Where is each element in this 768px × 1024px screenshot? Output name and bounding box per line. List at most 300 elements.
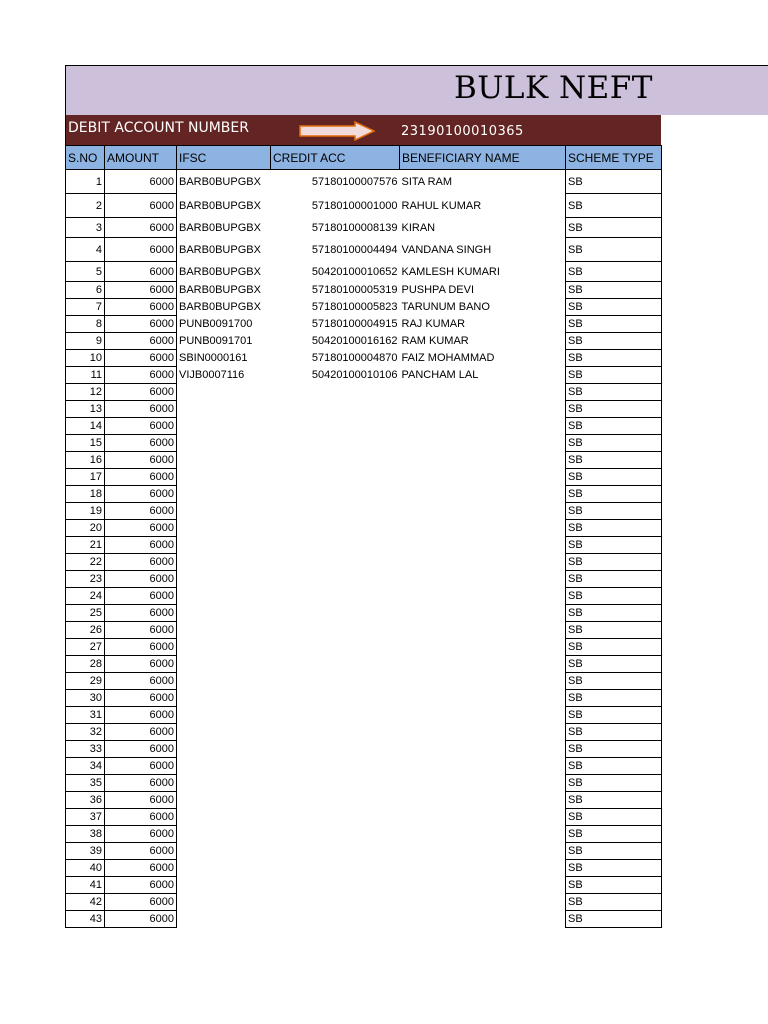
cell-beneficiary-name [400,486,566,503]
cell-credit-acc [271,486,400,503]
cell-sno: 4 [66,238,105,262]
cell-amount: 6000 [105,758,177,775]
cell-beneficiary-name: RAHUL KUMAR [401,199,482,212]
cell-beneficiary-name [400,588,566,605]
cell-ifsc: BARB0BUPGBX [179,175,261,188]
cell-amount: 6000 [105,299,177,316]
cell-amount: 6000 [105,792,177,809]
cell-scheme-type: SB [566,622,662,639]
table-row [66,316,662,333]
cell-amount: 6000 [105,826,177,843]
table-row [66,262,662,282]
table-row [66,282,662,299]
cell-amount: 6000 [105,639,177,656]
table-row [66,238,662,262]
cell-sno: 25 [66,605,105,622]
cell-amount: 6000 [105,282,177,299]
cell-credit-acc: 57180100004915 [311,318,398,330]
cell-scheme-type: SB [566,707,662,724]
cell-credit-acc [271,401,400,418]
cell-credit-acc [271,724,400,741]
table-row [66,170,662,194]
cell-ifsc [177,588,271,605]
cell-scheme-type: SB [566,218,662,238]
cell-amount: 6000 [105,690,177,707]
cell-amount: 6000 [105,724,177,741]
cell-amount: 6000 [105,170,177,194]
cell-beneficiary-name [400,554,566,571]
cell-ifsc [177,673,271,690]
table-row [66,418,662,435]
cell-beneficiary-name [400,707,566,724]
table-row [66,911,662,928]
table-row [66,486,662,503]
cell-scheme-type: SB [566,588,662,605]
cell-credit-acc [271,639,400,656]
cell-amount: 6000 [105,503,177,520]
column-header-scheme-type: SCHEME TYPE [566,146,662,170]
cell-ifsc: VIJB0007116 [179,369,245,381]
cell-sno: 1 [66,170,105,194]
cell-ifsc [177,843,271,860]
cell-ifsc [177,418,271,435]
table-row [66,554,662,571]
cell-amount: 6000 [105,316,177,333]
cell-amount: 6000 [105,262,177,282]
cell-ifsc [177,520,271,537]
cell-sno: 35 [66,775,105,792]
cell-credit-acc [271,911,400,928]
cell-scheme-type: SB [566,894,662,911]
table-row [66,350,662,367]
cell-ifsc: PUNB0091701 [179,335,253,347]
cell-scheme-type: SB [566,911,662,928]
table-row [66,333,662,350]
cell-credit-acc: 57180100005319 [311,284,398,296]
cell-credit-acc: 57180100004870 [311,352,398,364]
cell-scheme-type: SB [566,758,662,775]
cell-sno: 30 [66,690,105,707]
table-row [66,741,662,758]
cell-beneficiary-name [400,520,566,537]
cell-scheme-type: SB [566,690,662,707]
cell-beneficiary-name [400,809,566,826]
cell-amount: 6000 [105,809,177,826]
cell-credit-acc [271,843,400,860]
cell-scheme-type: SB [566,367,662,384]
cell-beneficiary-name [400,792,566,809]
table-row [66,537,662,554]
cell-beneficiary-name [400,758,566,775]
cell-amount: 6000 [105,894,177,911]
cell-beneficiary-name [400,452,566,469]
table-row [66,656,662,673]
cell-sno: 10 [66,350,105,367]
cell-credit-acc [271,809,400,826]
cell-sno: 43 [66,911,105,928]
table-row [66,367,662,384]
cell-credit-acc: 50420100016162 [311,335,398,347]
cell-beneficiary-name: SITA RAM [401,175,453,188]
cell-sno: 39 [66,843,105,860]
cell-credit-acc [271,741,400,758]
cell-beneficiary-name [400,911,566,928]
cell-ifsc: BARB0BUPGBX [179,199,261,212]
cell-ifsc: BARB0BUPGBX [179,284,261,296]
cell-amount: 6000 [105,452,177,469]
table-row [66,520,662,537]
cell-amount: 6000 [105,194,177,218]
cell-ifsc [177,860,271,877]
cell-credit-acc [271,418,400,435]
cell-ifsc: PUNB0091700 [179,318,253,330]
cell-beneficiary-name [400,537,566,554]
cell-beneficiary-name: PUSHPA DEVI [401,284,475,296]
cell-beneficiary-name [400,741,566,758]
table-row [66,435,662,452]
cell-credit-acc: 57180100005823 [311,301,398,313]
cell-amount: 6000 [105,486,177,503]
cell-sno: 36 [66,792,105,809]
neft-table [65,145,662,928]
table-row [66,673,662,690]
cell-beneficiary-name [400,418,566,435]
cell-credit-acc [271,792,400,809]
table-row [66,452,662,469]
cell-beneficiary-name [400,877,566,894]
cell-amount: 6000 [105,418,177,435]
cell-ifsc [177,809,271,826]
cell-ifsc [177,503,271,520]
cell-beneficiary-name [400,843,566,860]
cell-credit-acc [271,775,400,792]
cell-ifsc [177,571,271,588]
cell-ifsc [177,877,271,894]
cell-amount: 6000 [105,218,177,238]
table-row [66,194,662,218]
cell-credit-acc [271,503,400,520]
table-row [66,894,662,911]
cell-credit-acc [271,673,400,690]
cell-ifsc [177,758,271,775]
table-row [66,792,662,809]
cell-sno: 31 [66,707,105,724]
cell-beneficiary-name: FAIZ MOHAMMAD [401,352,495,364]
table-row [66,775,662,792]
cell-credit-acc [271,826,400,843]
cell-beneficiary-name [400,775,566,792]
cell-sno: 18 [66,486,105,503]
table-row [66,218,662,238]
cell-sno: 32 [66,724,105,741]
cell-credit-acc [271,622,400,639]
cell-credit-acc: 57180100007576 [311,175,398,188]
cell-sno: 29 [66,673,105,690]
cell-credit-acc [271,758,400,775]
cell-amount: 6000 [105,843,177,860]
cell-beneficiary-name [400,826,566,843]
debit-account-label: DEBIT ACCOUNT NUMBER [68,120,249,136]
cell-sno: 21 [66,537,105,554]
cell-ifsc [177,384,271,401]
cell-credit-acc [271,469,400,486]
cell-credit-acc [271,520,400,537]
cell-scheme-type: SB [566,384,662,401]
table-row [66,401,662,418]
table-row [66,724,662,741]
cell-sno: 14 [66,418,105,435]
cell-amount: 6000 [105,333,177,350]
cell-scheme-type: SB [566,520,662,537]
cell-sno: 41 [66,877,105,894]
cell-ifsc [177,452,271,469]
cell-beneficiary-name [400,384,566,401]
cell-beneficiary-name [400,690,566,707]
cell-scheme-type: SB [566,194,662,218]
cell-sno: 24 [66,588,105,605]
cell-amount: 6000 [105,911,177,928]
cell-scheme-type: SB [566,262,662,282]
cell-amount: 6000 [105,435,177,452]
cell-credit-acc [271,877,400,894]
cell-scheme-type: SB [566,741,662,758]
column-header-beneficiary-name: BENEFICIARY NAME [400,146,566,170]
column-header-amount: AMOUNT [105,146,177,170]
cell-ifsc [177,435,271,452]
cell-ifsc: BARB0BUPGBX [179,243,261,256]
cell-scheme-type: SB [566,571,662,588]
cell-amount: 6000 [105,877,177,894]
cell-ifsc [177,894,271,911]
cell-scheme-type: SB [566,238,662,262]
cell-amount: 6000 [105,554,177,571]
table-row [66,843,662,860]
cell-scheme-type: SB [566,826,662,843]
cell-ifsc [177,639,271,656]
table-body [66,170,662,928]
cell-credit-acc [271,690,400,707]
cell-scheme-type: SB [566,639,662,656]
page-title: BULK NEFT [454,70,653,106]
cell-beneficiary-name [400,656,566,673]
cell-beneficiary-name: RAM KUMAR [401,335,469,347]
cell-amount: 6000 [105,605,177,622]
cell-ifsc: BARB0BUPGBX [179,265,261,278]
cell-credit-acc [271,384,400,401]
cell-ifsc [177,401,271,418]
cell-ifsc [177,554,271,571]
cell-scheme-type: SB [566,792,662,809]
cell-beneficiary-name [400,639,566,656]
cell-beneficiary-name [400,673,566,690]
cell-scheme-type: SB [566,170,662,194]
cell-sno: 5 [66,262,105,282]
cell-beneficiary-name [400,724,566,741]
table-row [66,860,662,877]
cell-ifsc [177,911,271,928]
cell-scheme-type: SB [566,656,662,673]
cell-credit-acc [271,452,400,469]
cell-beneficiary-name: TARUNUM BANO [401,301,490,313]
cell-amount: 6000 [105,571,177,588]
cell-beneficiary-name: KAMLESH KUMARI [401,265,500,278]
cell-scheme-type: SB [566,605,662,622]
cell-sno: 28 [66,656,105,673]
cell-sno: 34 [66,758,105,775]
cell-sno: 9 [66,333,105,350]
table-row [66,588,662,605]
cell-sno: 7 [66,299,105,316]
cell-scheme-type: SB [566,316,662,333]
cell-ifsc [177,537,271,554]
cell-sno: 15 [66,435,105,452]
cell-ifsc [177,690,271,707]
cell-sno: 2 [66,194,105,218]
cell-amount: 6000 [105,860,177,877]
cell-credit-acc [271,894,400,911]
cell-amount: 6000 [105,384,177,401]
cell-ifsc [177,775,271,792]
cell-sno: 13 [66,401,105,418]
cell-credit-acc [271,656,400,673]
cell-amount: 6000 [105,775,177,792]
cell-beneficiary-name [400,894,566,911]
column-header-sno: S.NO [66,146,105,170]
column-header-ifsc: IFSC [177,146,271,170]
cell-scheme-type: SB [566,486,662,503]
table-row [66,826,662,843]
cell-ifsc: BARB0BUPGBX [179,221,261,234]
cell-ifsc [177,741,271,758]
cell-beneficiary-name [400,605,566,622]
cell-scheme-type: SB [566,299,662,316]
cell-scheme-type: SB [566,860,662,877]
cell-scheme-type: SB [566,673,662,690]
cell-sno: 17 [66,469,105,486]
table-row [66,384,662,401]
column-header-credit-acc: CREDIT ACC [271,146,400,170]
cell-amount: 6000 [105,656,177,673]
cell-sno: 42 [66,894,105,911]
cell-beneficiary-name [400,401,566,418]
cell-scheme-type: SB [566,877,662,894]
table-row [66,299,662,316]
cell-scheme-type: SB [566,452,662,469]
cell-ifsc [177,724,271,741]
table-row [66,877,662,894]
cell-beneficiary-name: RAJ KUMAR [401,318,466,330]
cell-ifsc: SBIN0000161 [179,352,248,364]
cell-sno: 20 [66,520,105,537]
cell-amount: 6000 [105,537,177,554]
cell-beneficiary-name [400,469,566,486]
cell-credit-acc: 50420100010106 [311,369,398,381]
table-row [66,639,662,656]
cell-sno: 22 [66,554,105,571]
table-header-row [66,146,662,170]
cell-credit-acc [271,605,400,622]
debit-account-bar [65,115,661,145]
cell-credit-acc [271,435,400,452]
table-row [66,809,662,826]
cell-amount: 6000 [105,238,177,262]
cell-scheme-type: SB [566,282,662,299]
cell-scheme-type: SB [566,724,662,741]
table-row [66,503,662,520]
cell-credit-acc [271,554,400,571]
table-row [66,758,662,775]
cell-credit-acc [271,571,400,588]
cell-sno: 16 [66,452,105,469]
table-row [66,469,662,486]
cell-beneficiary-name [400,622,566,639]
cell-amount: 6000 [105,520,177,537]
debit-account-number: 23190100010365 [401,124,524,139]
cell-ifsc [177,605,271,622]
cell-beneficiary-name: VANDANA SINGH [401,243,492,256]
table-row [66,707,662,724]
cell-beneficiary-name [400,860,566,877]
cell-sno: 26 [66,622,105,639]
cell-amount: 6000 [105,673,177,690]
cell-amount: 6000 [105,367,177,384]
cell-ifsc [177,469,271,486]
cell-ifsc [177,707,271,724]
cell-amount: 6000 [105,469,177,486]
cell-sno: 38 [66,826,105,843]
cell-ifsc [177,656,271,673]
cell-sno: 23 [66,571,105,588]
cell-amount: 6000 [105,350,177,367]
title-bar [65,65,768,115]
cell-scheme-type: SB [566,809,662,826]
cell-amount: 6000 [105,741,177,758]
cell-credit-acc [271,537,400,554]
cell-scheme-type: SB [566,775,662,792]
cell-credit-acc [271,707,400,724]
cell-sno: 40 [66,860,105,877]
cell-credit-acc: 57180100001000 [311,199,398,212]
cell-amount: 6000 [105,707,177,724]
table-row [66,622,662,639]
cell-sno: 37 [66,809,105,826]
cell-scheme-type: SB [566,350,662,367]
cell-scheme-type: SB [566,469,662,486]
cell-beneficiary-name: PANCHAM LAL [401,369,479,381]
cell-beneficiary-name [400,503,566,520]
cell-credit-acc: 57180100004494 [311,243,398,256]
table-row [66,571,662,588]
cell-sno: 12 [66,384,105,401]
cell-scheme-type: SB [566,435,662,452]
cell-credit-acc: 50420100010652 [311,265,398,278]
cell-amount: 6000 [105,588,177,605]
cell-sno: 33 [66,741,105,758]
cell-sno: 6 [66,282,105,299]
cell-credit-acc [271,860,400,877]
cell-beneficiary-name [400,571,566,588]
cell-ifsc [177,826,271,843]
cell-scheme-type: SB [566,554,662,571]
cell-scheme-type: SB [566,843,662,860]
cell-sno: 3 [66,218,105,238]
cell-scheme-type: SB [566,401,662,418]
cell-scheme-type: SB [566,503,662,520]
cell-credit-acc [271,588,400,605]
cell-sno: 27 [66,639,105,656]
cell-ifsc [177,486,271,503]
right-arrow-icon [299,121,375,141]
